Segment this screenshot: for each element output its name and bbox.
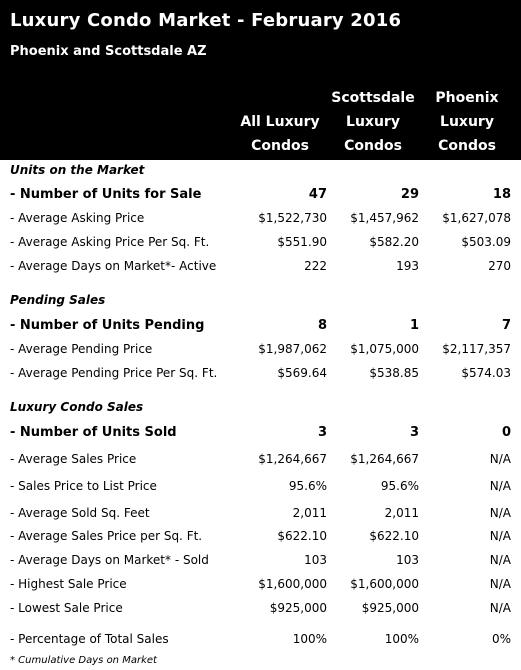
table-row: [0, 421, 521, 443]
row-label: - Average Sales Price: [10, 452, 137, 466]
cell-scottsdale: $1,600,000: [350, 577, 419, 591]
table-row: [0, 502, 521, 524]
cell-scottsdale: $582.20: [369, 235, 419, 249]
cell-all: $1,264,667: [258, 452, 327, 466]
cell-phoenix: 18: [492, 187, 511, 202]
cell-scottsdale: $1,075,000: [350, 342, 419, 356]
cell-scottsdale: 103: [396, 553, 419, 567]
row-label: - Average Asking Price Per Sq. Ft.: [10, 235, 210, 249]
cell-scottsdale: $1,457,962: [350, 211, 419, 225]
section-title-pending-sales: Pending Sales: [10, 293, 106, 307]
cell-phoenix: $574.03: [461, 366, 511, 380]
column-header-line: Luxury: [346, 114, 400, 130]
cell-phoenix: $503.09: [461, 235, 511, 249]
cell-all: 2,011: [292, 506, 327, 520]
table-row: [0, 255, 521, 277]
row-label: - Average Days on Market* - Sold: [10, 553, 209, 567]
cell-scottsdale: 1: [409, 318, 419, 333]
cell-phoenix: $1,627,078: [442, 211, 511, 225]
table-row: [0, 338, 521, 360]
table-row: [0, 207, 521, 229]
section-title-luxury-condo-sales: Luxury Condo Sales: [10, 400, 144, 414]
cell-phoenix: $2,117,357: [442, 342, 511, 356]
column-header-line: Phoenix: [435, 90, 499, 106]
cell-phoenix: 270: [488, 259, 511, 273]
cell-phoenix: N/A: [489, 601, 511, 615]
row-label: - Average Sales Price per Sq. Ft.: [10, 529, 203, 543]
cell-phoenix: 0: [501, 425, 511, 440]
row-label: - Highest Sale Price: [10, 577, 127, 591]
cell-all: $925,000: [269, 601, 327, 615]
column-header-line: Condos: [251, 138, 309, 154]
cell-scottsdale: 95.6%: [380, 479, 419, 493]
table-row: [0, 362, 521, 384]
cell-scottsdale: 29: [400, 187, 419, 202]
cell-all: 100%: [292, 632, 327, 646]
cell-scottsdale: 193: [396, 259, 419, 273]
column-header-line: Luxury: [440, 114, 494, 130]
column-header-line: Condos: [438, 138, 496, 154]
row-label: - Sales Price to List Price: [10, 479, 157, 493]
cell-phoenix: N/A: [489, 577, 511, 591]
section-title-units-on-market: Units on the Market: [10, 163, 145, 177]
row-label: - Percentage of Total Sales: [10, 632, 169, 646]
row-label: - Average Pending Price Per Sq. Ft.: [10, 366, 218, 380]
cell-all: 47: [308, 187, 327, 202]
cell-scottsdale: 3: [409, 425, 419, 440]
row-label: - Lowest Sale Price: [10, 601, 123, 615]
column-header-line: All Luxury: [240, 114, 320, 130]
row-label: - Number of Units for Sale: [10, 187, 202, 202]
cell-scottsdale: $538.85: [369, 366, 419, 380]
row-label: - Average Sold Sq. Feet: [10, 506, 150, 520]
cell-phoenix: N/A: [489, 553, 511, 567]
cell-all: 103: [304, 553, 327, 567]
cell-all: 8: [317, 318, 327, 333]
table-row: [0, 525, 521, 547]
cell-all: $1,987,062: [258, 342, 327, 356]
cell-phoenix: N/A: [489, 506, 511, 520]
table-row: [0, 549, 521, 571]
cell-scottsdale: $925,000: [361, 601, 419, 615]
cell-phoenix: 0%: [491, 632, 511, 646]
table-row: [0, 628, 521, 650]
row-label: - Average Pending Price: [10, 342, 153, 356]
cell-phoenix: 7: [501, 318, 511, 333]
cell-all: $1,600,000: [258, 577, 327, 591]
column-header-line: Condos: [344, 138, 402, 154]
cell-all: $569.64: [277, 366, 327, 380]
cell-scottsdale: $1,264,667: [350, 452, 419, 466]
cell-phoenix: N/A: [489, 479, 511, 493]
cell-scottsdale: $622.10: [369, 529, 419, 543]
footnote: * Cumulative Days on Market: [10, 655, 157, 666]
row-label: - Number of Units Sold: [10, 425, 177, 440]
cell-phoenix: N/A: [489, 529, 511, 543]
column-header-phoenix: [412, 86, 521, 158]
cell-all: 95.6%: [288, 479, 327, 493]
row-label: - Average Days on Market*- Active: [10, 259, 217, 273]
cell-scottsdale: 2,011: [384, 506, 419, 520]
column-header-line: Scottsdale: [331, 90, 415, 106]
table-row: [0, 573, 521, 595]
row-label: - Number of Units Pending: [10, 318, 205, 333]
table-row: [0, 597, 521, 619]
cell-phoenix: N/A: [489, 452, 511, 466]
table-header: [0, 0, 521, 160]
cell-all: $1,522,730: [258, 211, 327, 225]
table-row: [0, 231, 521, 253]
row-label: - Average Asking Price: [10, 211, 145, 225]
cell-scottsdale: 100%: [384, 632, 419, 646]
cell-all: 3: [317, 425, 327, 440]
page-subtitle: Phoenix and Scottsdale AZ: [10, 44, 207, 59]
cell-all: $551.90: [277, 235, 327, 249]
page-title: Luxury Condo Market - February 2016: [10, 10, 402, 31]
table-row: [0, 183, 521, 205]
cell-all: 222: [304, 259, 327, 273]
table-row: [0, 314, 521, 336]
table-row: [0, 475, 521, 497]
table-row: [0, 448, 521, 470]
cell-all: $622.10: [277, 529, 327, 543]
